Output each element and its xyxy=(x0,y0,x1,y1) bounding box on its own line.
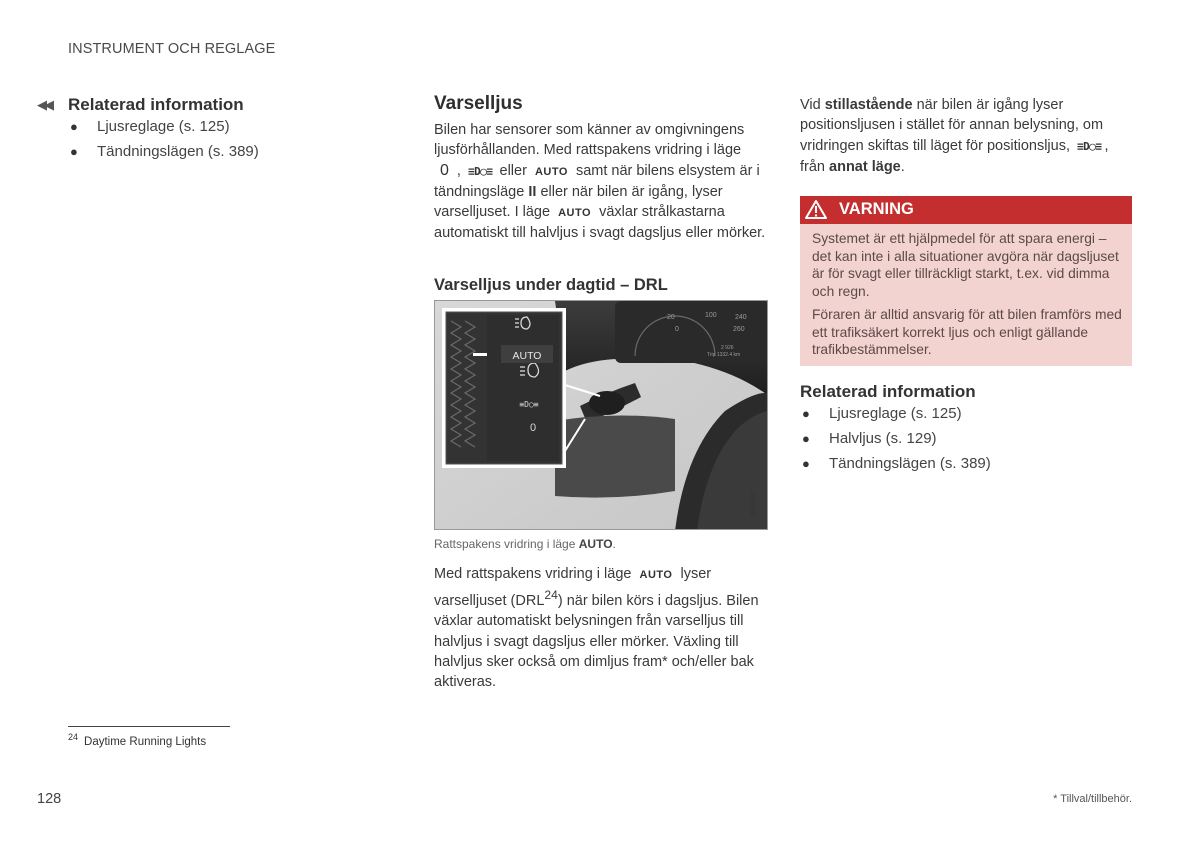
footnote-number: 24 xyxy=(68,732,79,742)
related-info-heading: Relaterad information xyxy=(800,382,976,401)
back-arrows-icon[interactable]: ◀◀ xyxy=(37,97,51,112)
figure-code: G000567 xyxy=(751,491,757,516)
stalk-illustration-svg xyxy=(435,301,768,530)
caption-text: Rattspakens vridring i läge xyxy=(434,537,576,551)
text-span: växlar strålkastarna automatiskt till halvljus i svagt dagsljus eller mörker. xyxy=(434,204,766,242)
warning-text: Föraren är alltid ansvarig för att bilen framförs med ett trafiksäkert korrekt ljus och enligt gällande trafikbestämmelser. xyxy=(812,307,1122,358)
bullet-icon: ● xyxy=(802,456,810,471)
bullet-icon: ● xyxy=(70,119,78,134)
auto-mode-icon: AUTO xyxy=(534,165,568,178)
drl-lamp-icon: ≡D◯≡ xyxy=(519,400,539,409)
list-item[interactable] xyxy=(68,117,388,142)
drl-subheading: Varselljus under dagtid – DRL xyxy=(434,276,668,294)
drl-lamp-icon: ≡D◯≡ xyxy=(1077,139,1102,153)
warning-triangle-icon xyxy=(804,199,828,220)
position-marker xyxy=(473,353,487,356)
bold-term: annat läge xyxy=(829,158,901,175)
stalk-illustration xyxy=(434,300,768,530)
section-heading: Varselljus xyxy=(434,93,523,114)
stalk-auto-label: AUTO xyxy=(512,350,542,362)
related-info-list xyxy=(68,117,388,167)
text-span: eller xyxy=(499,162,527,179)
drl-paragraph xyxy=(434,564,768,693)
stalk-zero-label: 0 xyxy=(529,422,537,434)
text-span: Vid xyxy=(800,97,821,113)
footnote xyxy=(68,732,206,748)
bullet-icon: ● xyxy=(802,431,810,446)
caption-bold: AUTO xyxy=(578,537,613,551)
zero-position-icon: 0 xyxy=(440,161,449,179)
related-link[interactable]: Ljusreglage (s. 125) xyxy=(97,118,230,135)
figure-caption: Rattspakens vridring i läge AUTO. xyxy=(434,537,616,551)
gauge-label: 260 xyxy=(733,326,745,333)
warning-text: Systemet är ett hjälpmedel för att spara energi – det kan inte i alla situationer avgöra när dagsljuset är för svagt eller tillräckligt starkt, t.ex. vid dimma och regn. xyxy=(812,231,1119,299)
ignition-mode-bold: II xyxy=(528,183,537,200)
gauge-label: 100 xyxy=(705,312,717,319)
bullet-icon: ● xyxy=(70,144,78,159)
bullet-icon: ● xyxy=(802,406,810,421)
text-span: , xyxy=(1104,137,1109,154)
text-span: lyser varselljuset (DRL xyxy=(434,566,712,610)
drl-lamp-icon: ≡D◯≡ xyxy=(467,164,493,178)
section-header: INSTRUMENT OCH REGLAGE xyxy=(68,41,276,57)
trip-label: Trip 1332.4 km xyxy=(707,352,741,358)
standstill-paragraph xyxy=(800,95,1132,177)
text-span: Bilen har sensorer som känner av omgivningens ljusförhållanden. Med rattspakens vridring i läge xyxy=(434,122,745,159)
gauge-label: 0 xyxy=(675,326,679,333)
related-link[interactable]: Ljusreglage (s. 125) xyxy=(829,405,962,422)
list-item[interactable] xyxy=(800,429,1132,454)
warning-title: VARNING xyxy=(839,200,914,218)
gauge-label: 240 xyxy=(735,314,747,321)
text-span: . xyxy=(900,158,905,175)
auto-mode-icon: AUTO xyxy=(558,207,592,220)
text-span: eller när bilen är igång, lyser varselljuset. I läge xyxy=(434,183,723,221)
text-span: Med rattspakens vridring i läge xyxy=(434,566,632,582)
related-link[interactable]: Tändningslägen (s. 389) xyxy=(829,455,991,472)
related-link[interactable]: Halvljus (s. 129) xyxy=(829,430,937,447)
related-link[interactable]: Tändningslägen (s. 389) xyxy=(97,143,259,160)
footnote-ref[interactable]: 24 xyxy=(544,588,558,603)
text-span: ) när bilen körs i dagsljus. Bilen växlar automatiskt belysningen från varselljus till halvljus i svagt dagsljus eller mörker. Växling till halvljus sker också om dimljus fram* och/eller bak aktiveras. xyxy=(434,593,759,691)
page-number: 128 xyxy=(37,791,62,807)
intro-paragraph xyxy=(434,120,768,244)
auto-mode-icon: AUTO xyxy=(639,569,673,581)
related-info-heading: Relaterad information xyxy=(68,95,244,114)
list-item[interactable] xyxy=(68,142,388,167)
optional-equipment-note: * Tillval/tillbehör. xyxy=(1053,793,1132,805)
bold-term: stillastående xyxy=(824,97,913,113)
gauge-label: 20 xyxy=(667,314,675,321)
footnote-divider xyxy=(68,726,230,727)
odometer-label: 2 926 xyxy=(721,345,734,351)
text-span: när bilen är igång lyser positionsljusen i stället för annan belysning, om vridringen skiftas till läget för positionsljus, xyxy=(800,97,1104,154)
related-info-list xyxy=(800,404,1132,479)
text-span: samt när bilens elsystem är i tändningsläge xyxy=(434,162,760,200)
footnote-text: Daytime Running Lights xyxy=(84,735,207,748)
list-item[interactable] xyxy=(800,404,1132,429)
list-item[interactable] xyxy=(800,454,1132,479)
text-span: från xyxy=(800,158,825,175)
text-span: , xyxy=(456,162,461,179)
